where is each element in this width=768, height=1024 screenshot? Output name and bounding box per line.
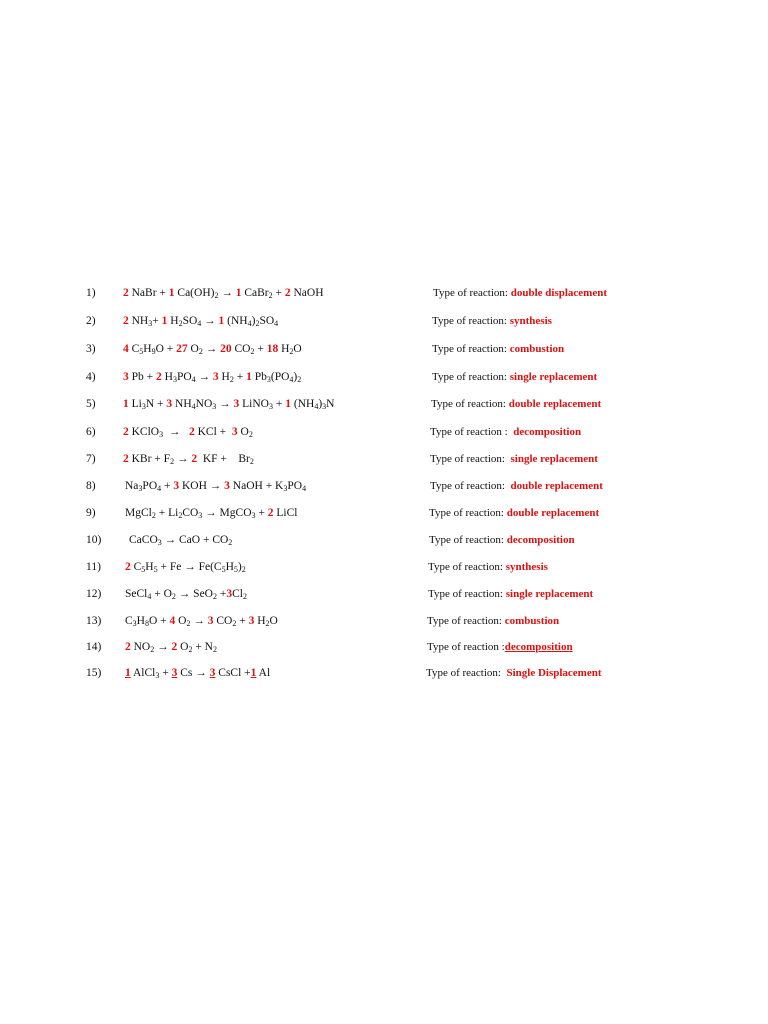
problem-number: 15): [86, 667, 102, 679]
reaction-type-answer: synthesis: [509, 315, 552, 327]
reaction-type-answer: double replacement: [510, 480, 603, 492]
reaction-type: Type of reaction: double replacement: [429, 507, 600, 519]
reaction-type-answer: double displacement: [510, 287, 607, 299]
reaction-row-11: [0, 556, 768, 578]
reaction-type: Type of reaction: single replacement: [430, 453, 598, 465]
problem-number: 13): [86, 615, 102, 627]
problem-number: 5): [86, 398, 96, 410]
reaction-type: Type of reaction: combustion: [427, 615, 560, 627]
problem-number: 12): [86, 588, 102, 600]
reaction-row-6: [0, 421, 768, 443]
reaction-row-10: [0, 529, 768, 551]
reaction-type-answer: single replacement: [509, 371, 598, 383]
reaction-type-answer: decomposition: [504, 641, 573, 653]
reaction-type: Type of reaction: double replacement: [431, 398, 602, 410]
problem-number: 10): [86, 534, 102, 546]
reaction-type-answer: decomposition: [513, 426, 582, 438]
reaction-type-answer: Single Displacement: [506, 667, 602, 679]
reaction-row-3: [0, 338, 768, 360]
problem-number: 4): [86, 371, 96, 383]
problem-number: 6): [86, 426, 96, 438]
reaction-row-13: [0, 610, 768, 632]
problem-number: 1): [86, 287, 96, 299]
balanced-equation: 2 $C_5H_5 + Fe \to Fe(C_5H_5)_2$: [125, 561, 246, 574]
problem-number: 14): [86, 641, 102, 653]
balanced-equation: 4 $C_5H_9O + 27$ $O_2 \to 20$ $CO_2 + 18$ $H_2O$: [123, 343, 302, 356]
reaction-type: Type of reaction: synthesis: [432, 315, 552, 327]
reaction-row-4: [0, 366, 768, 388]
balanced-equation: 2 $NO_2 \to 2$ $O_2 + N_2$: [125, 641, 217, 654]
problem-number: 11): [86, 561, 101, 573]
reaction-row-15: [0, 662, 768, 684]
reaction-type-answer: combustion: [509, 343, 565, 355]
balanced-equation: CaCO$_3$ → CaO + $CO_2$: [129, 534, 233, 547]
balanced-equation: 1 $Li_3N + 3$ $NH_4NO_3 \to 3$ LiNO$_3$ + 1 $(NH_4)_3N$: [123, 398, 335, 411]
reaction-type: Type of reaction: double displacement: [433, 287, 607, 299]
balanced-equation: 1 AlCl$_3$ + 3 Cs → 3 CsCl +1 Al: [125, 667, 271, 680]
problem-number: 7): [86, 453, 96, 465]
balanced-equation: $C_3H_8O + 4$ $O_2 \to 3$ $CO_2 + 3$ $H_2O$: [125, 615, 278, 628]
reaction-type-answer: single replacement: [505, 588, 594, 600]
reaction-row-8: [0, 475, 768, 497]
reaction-type-answer: combustion: [504, 615, 560, 627]
problem-number: 3): [86, 343, 96, 355]
reaction-type-answer: single replacement: [510, 453, 598, 465]
reaction-type: Type of reaction : decomposition: [430, 426, 582, 438]
reaction-type: Type of reaction: single replacement: [432, 371, 598, 383]
reaction-type: Type of reaction :decomposition: [427, 641, 573, 653]
reaction-type: Type of reaction: double replacement: [430, 480, 603, 492]
balanced-equation: $Na_3PO_4 + 3$ KOH → 3 NaOH + $K_3PO_4$: [125, 480, 307, 493]
balanced-equation: 2 $NH_3+ 1$ $H_2SO_4 \to 1$ $(NH_4)_2SO_4$: [123, 315, 279, 328]
balanced-equation: 2 KClO$_3$ → 2 KCl + 3 $O_2$: [123, 426, 253, 439]
reaction-row-5: [0, 393, 768, 415]
reaction-type-answer: decomposition: [506, 534, 575, 546]
reaction-row-9: [0, 502, 768, 524]
problem-number: 2): [86, 315, 96, 327]
reaction-row-14: [0, 636, 768, 658]
reaction-type: Type of reaction: single replacement: [428, 588, 594, 600]
balanced-equation: 3 Pb + 2 $H_3PO_4 \to 3$ $H_2 + 1$ $Pb_3(PO_4)_2$: [123, 371, 302, 384]
balanced-equation: SeCl$_4$ + $O_2 \to SeO_2 +3Cl_2$: [125, 588, 247, 601]
reaction-type-answer: double replacement: [508, 398, 602, 410]
reaction-type-answer: double replacement: [506, 507, 600, 519]
balanced-equation: 2 KBr + $F_2 \to 2$ KF + $Br_2$: [123, 453, 254, 466]
reaction-type: Type of reaction: synthesis: [428, 561, 548, 573]
reaction-row-2: [0, 310, 768, 332]
balanced-equation: 2 NaBr + 1 $Ca(OH)_2 \to 1$ CaBr$_2$ + 2 NaOH: [123, 287, 324, 300]
problem-number: 9): [86, 507, 96, 519]
reaction-type: Type of reaction: combustion: [432, 343, 565, 355]
reaction-row-12: [0, 583, 768, 605]
problem-number: 8): [86, 480, 96, 492]
reaction-row-1: [0, 282, 768, 304]
reaction-type: Type of reaction: decomposition: [429, 534, 575, 546]
reaction-type-answer: synthesis: [505, 561, 548, 573]
reaction-row-7: [0, 448, 768, 470]
reaction-type: Type of reaction: Single Displacement: [426, 667, 602, 679]
balanced-equation: MgCl$_2$ + $Li_2CO_3$ → MgCO$_3$ + 2 LiCl: [125, 507, 298, 520]
